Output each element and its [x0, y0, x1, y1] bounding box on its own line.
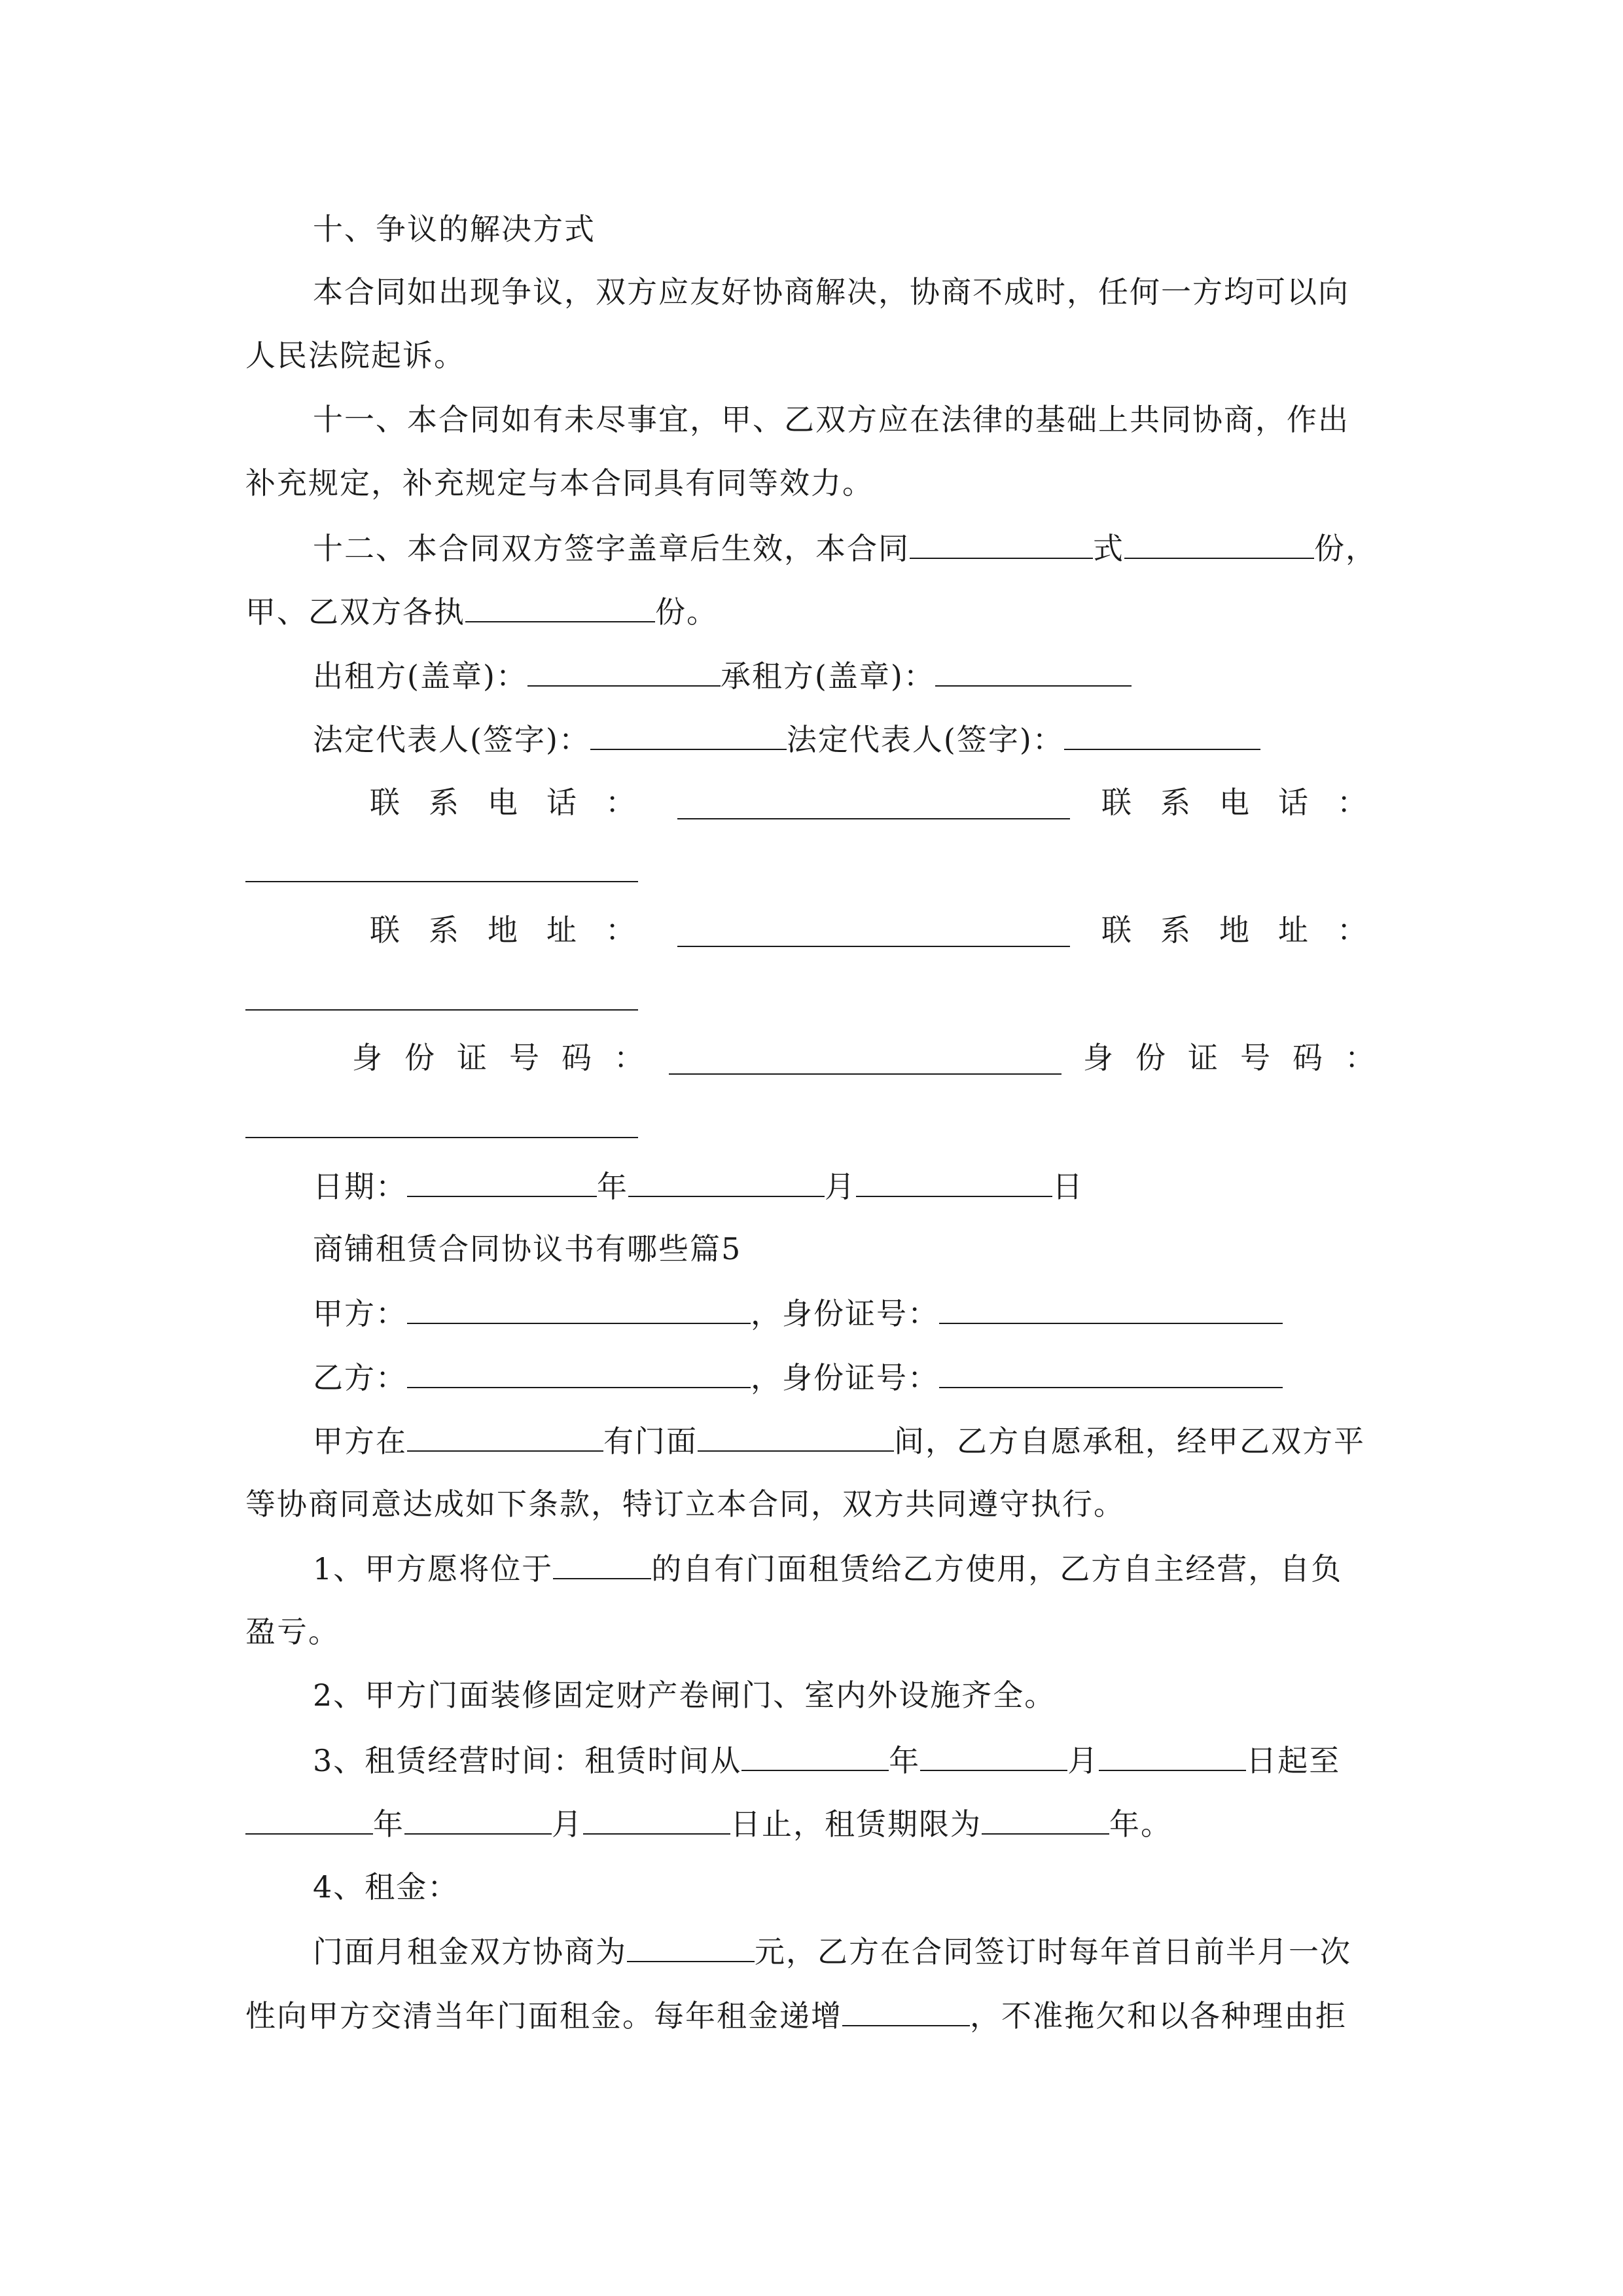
party-a-id-blank[interactable]: [939, 1294, 1283, 1324]
lease-start-month-blank[interactable]: [920, 1741, 1067, 1771]
seal-line: [313, 656, 1132, 694]
party-a-label: 甲方：: [313, 1296, 407, 1331]
item-4-text-a: 门面月租金双方协商为: [313, 1934, 627, 1969]
representative-line: [313, 720, 1260, 758]
date-month-label: 月: [825, 1169, 856, 1204]
intro-text-c: 间，乙方自愿承租，经甲乙双方平: [894, 1424, 1365, 1459]
section-12-text-c: 份，: [1314, 531, 1377, 566]
item-3-line-2: [245, 1804, 1172, 1842]
item-3-year-label: 年: [889, 1743, 921, 1778]
item-4-text-c: 性向甲方交清当年门面租金。每年租金递增: [245, 1998, 842, 2034]
party-b-id-label: ，身份证号：: [751, 1360, 939, 1395]
lessee-representative-blank[interactable]: [1064, 720, 1260, 750]
item-3-year2-label: 年: [373, 1806, 404, 1842]
party-b-id-blank[interactable]: [939, 1358, 1283, 1388]
section-10-text-line-1: 本合同如出现争议，双方应友好协商解决，协商不成时，任何一方均可以向: [313, 274, 1349, 310]
section-12-text-d: 甲、乙双方各执: [245, 594, 465, 630]
storefront-location-blank[interactable]: [407, 1422, 603, 1452]
intro-line-2: 等协商同意达成如下条款，特订立本合同，双方共同遵守执行。: [245, 1486, 1125, 1522]
lessor-id-blank[interactable]: [669, 1072, 1061, 1075]
section-12-line-1: [313, 529, 1377, 567]
lessor-seal-label: 出租方(盖章)：: [313, 658, 527, 694]
monthly-rent-blank[interactable]: [627, 1932, 755, 1962]
lease-end-day-blank[interactable]: [583, 1804, 730, 1835]
item-1-line-2: 盈亏。: [245, 1614, 340, 1649]
section-10-heading: 十、争议的解决方式: [313, 211, 596, 247]
party-b-line: [313, 1358, 1283, 1396]
intro-text-b: 有门面: [603, 1424, 698, 1459]
item-1-text-b: 的自有门面租赁给乙方使用，乙方自主经营，自负: [651, 1551, 1343, 1587]
copies-total-blank[interactable]: [1124, 529, 1314, 559]
item-2-line: 2、甲方门面装修固定财产卷闸门、室内外设施齐全。: [313, 1677, 1056, 1713]
intro-line-1: [313, 1422, 1365, 1460]
copies-each-blank[interactable]: [465, 592, 655, 622]
lessee-address-blank[interactable]: [245, 1008, 638, 1011]
lessee-phone-label: 联系电话：: [1101, 785, 1396, 820]
lease-end-month-blank[interactable]: [404, 1804, 552, 1835]
item-3-line-1: [313, 1741, 1340, 1779]
date-day-label: 日: [1052, 1169, 1084, 1204]
item-4-heading: 4、租金：: [313, 1869, 459, 1905]
item-1-location-blank[interactable]: [553, 1549, 651, 1579]
item-1-line-1: [313, 1549, 1342, 1587]
lessor-representative-label: 法定代表人(签字)：: [313, 722, 590, 757]
section-11-text-line-2: 补充规定，补充规定与本合同具有同等效力。: [245, 465, 874, 501]
lessee-phone-blank[interactable]: [245, 880, 638, 882]
item-4-line-1: [313, 1932, 1351, 1970]
section-12-line-2: [245, 592, 718, 630]
lessor-address-label: 联系地址：: [370, 912, 664, 948]
item-3-text-d: 日止，租赁期限为: [730, 1806, 982, 1842]
lessor-representative-blank[interactable]: [590, 720, 787, 750]
section-12-text-a: 十二、本合同双方签字盖章后生效，本合同: [313, 531, 910, 566]
lease-end-year-blank[interactable]: [245, 1804, 373, 1835]
lessee-seal-label: 承租方(盖章)：: [720, 658, 935, 694]
lease-start-day-blank[interactable]: [1099, 1741, 1246, 1771]
lessor-seal-blank[interactable]: [527, 656, 721, 687]
section-12-text-b: 式: [1093, 531, 1124, 566]
date-line: [313, 1167, 1084, 1205]
party-a-line: [313, 1294, 1283, 1332]
date-label: 日期：: [313, 1169, 407, 1204]
date-year-blank[interactable]: [407, 1167, 597, 1197]
copies-count-blank[interactable]: [910, 529, 1093, 559]
storefront-count-blank[interactable]: [698, 1422, 894, 1452]
item-4-text-b: 元，乙方在合同签订时每年首日前半月一次: [755, 1934, 1351, 1969]
item-1-text-a: 1、甲方愿将位于: [313, 1551, 554, 1587]
party-a-id-label: ，身份证号：: [751, 1296, 939, 1331]
party-b-name-blank[interactable]: [407, 1358, 751, 1388]
item-3-text-a: 3、租赁经营时间：租赁时间从: [313, 1743, 742, 1778]
lessee-seal-blank[interactable]: [935, 656, 1132, 687]
date-month-blank[interactable]: [628, 1167, 825, 1197]
section-10-text-line-2: 人民法院起诉。: [245, 338, 465, 373]
article-title: 商铺租赁合同协议书有哪些篇5: [313, 1231, 742, 1266]
lease-term-blank[interactable]: [982, 1804, 1109, 1835]
rent-increase-blank[interactable]: [842, 1996, 970, 2026]
item-3-text-e: 年。: [1109, 1806, 1172, 1842]
party-b-label: 乙方：: [313, 1360, 407, 1395]
date-year-label: 年: [597, 1169, 628, 1204]
lessor-address-blank[interactable]: [677, 944, 1070, 947]
lease-start-year-blank[interactable]: [741, 1741, 889, 1771]
section-11-text-line-1: 十一、本合同如有未尽事宜，甲、乙双方应在法律的基础上共同协商，作出: [313, 402, 1349, 437]
lessee-id-label: 身份证号码：: [1083, 1040, 1397, 1075]
item-3-text-c: 日起至: [1246, 1743, 1341, 1778]
party-a-name-blank[interactable]: [407, 1294, 751, 1324]
intro-text-a: 甲方在: [313, 1424, 407, 1459]
lessee-representative-label: 法定代表人(签字)：: [786, 722, 1064, 757]
lessee-id-blank[interactable]: [245, 1136, 638, 1138]
item-3-month2-label: 月: [552, 1806, 583, 1842]
item-3-month-label: 月: [1067, 1743, 1099, 1778]
lessor-phone-label: 联系电话：: [370, 785, 664, 820]
section-12-text-e: 份。: [655, 594, 718, 630]
lessor-phone-blank[interactable]: [677, 817, 1070, 819]
lessor-id-label: 身份证号码：: [352, 1040, 666, 1075]
item-4-text-d: ，不准拖欠和以各种理由拒: [970, 1998, 1347, 2034]
item-4-line-2: [245, 1996, 1347, 2034]
date-day-blank[interactable]: [856, 1167, 1052, 1197]
lessee-address-label: 联系地址：: [1101, 912, 1396, 948]
